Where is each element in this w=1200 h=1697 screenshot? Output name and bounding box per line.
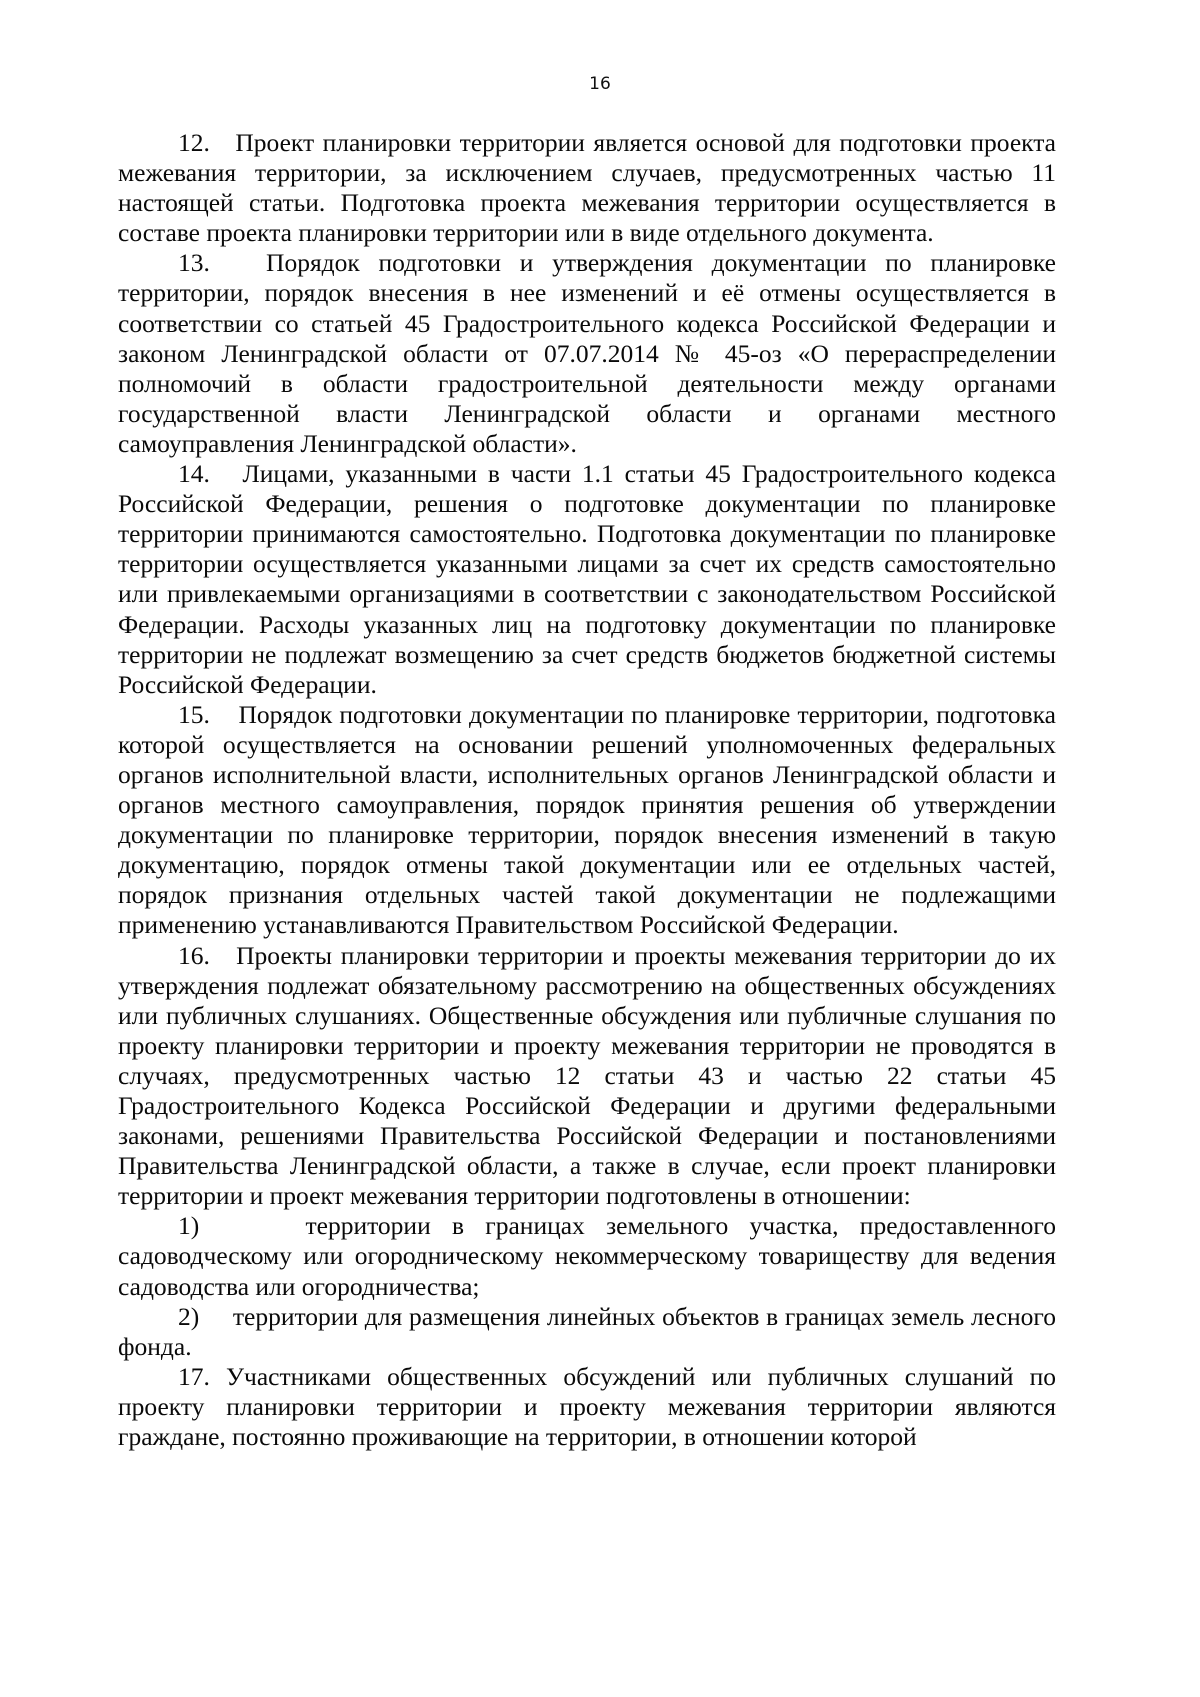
paragraph-13: 13. Порядок подготовки и утверждения документации по планировке территории, порядок внесения в нее изменений и её отмены осуществляется в соответствии со статьей 45 Градостроительного кодекса Российской Федерации и законом Ленинградской области от 07.07.2014 № 45-оз «О перераспределении полномочий в области градостроительной деятельности между органами государственной власти Ленинградской области и органами местного самоуправления Ленинградской области». — [118, 248, 1056, 458]
paragraph-17: 17. Участниками общественных обсуждений или публичных слушаний по проекту планировки территории и проекту межевания территории являются граждане, постоянно проживающие на территории, в отношении которой — [118, 1361, 1056, 1452]
paragraph-14: 14. Лицами, указанными в части 1.1 статьи 45 Градостроительного кодекса Российской Федерации, решения о подготовке документации по планировке территории принимаются самостоятельно. Подготовка документации по планировке территории осуществляется указанными лицами за счет их средств самостоятельно или привлекаемыми организациями в соответствии с законодательством Российской Федерации. Расходы указанных лиц на подготовку документации по планировке территории не подлежат возмещению за счет средств бюджетов бюджетной системы Российской Федерации. — [118, 459, 1056, 699]
list-item-2: 2) территории для размещения линейных объектов в границах земель лесного фонда. — [118, 1301, 1056, 1361]
paragraph-15: 15. Порядок подготовки документации по планировке территории, подготовка которой осуществляется на основании решений уполномоченных федеральных органов исполнительной власти, исполнительных органов Ленинградской области и органов местного самоуправления, порядок принятия решения об утверждении документации по планировке территории, порядок внесения изменений в такую документацию, порядок отмены такой документации или ее отдельных частей, порядок признания отдельных частей такой документации не подлежащими применению устанавливаются Правительством Российской Федерации. — [118, 699, 1056, 940]
page-number: 16 — [589, 74, 611, 94]
document-body — [118, 128, 1056, 1452]
list-item-1: 1) территории в границах земельного участка, предоставленного садоводческому или огородническому некоммерческому товариществу для ведения садоводства или огородничества; — [118, 1211, 1056, 1301]
paragraph-16: 16. Проекты планировки территории и проекты межевания территории до их утверждения подлежат обязательному рассмотрению на общественных обсуждениях или публичных слушаниях. Общественные обсуждения или публичные слушания по проекту планировки территории и проекту межевания территории не проводятся в случаях, предусмотренных частью 12 статьи 43 и частью 22 статьи 45 Градостроительного Кодекса Российской Федерации и другими федеральными законами, решениями Правительства Российской Федерации и постановлениями Правительства Ленинградской области, а также в случае, если проект планировки территории и проект межевания территории подготовлены в отношении: — [118, 940, 1056, 1211]
paragraph-12: 12. Проект планировки территории является основой для подготовки проекта межевания территории, за исключением случаев, предусмотренных частью 11 настоящей статьи. Подготовка проекта межевания территории осуществляется в составе проекта планировки территории или в виде отдельного документа. — [118, 128, 1056, 248]
